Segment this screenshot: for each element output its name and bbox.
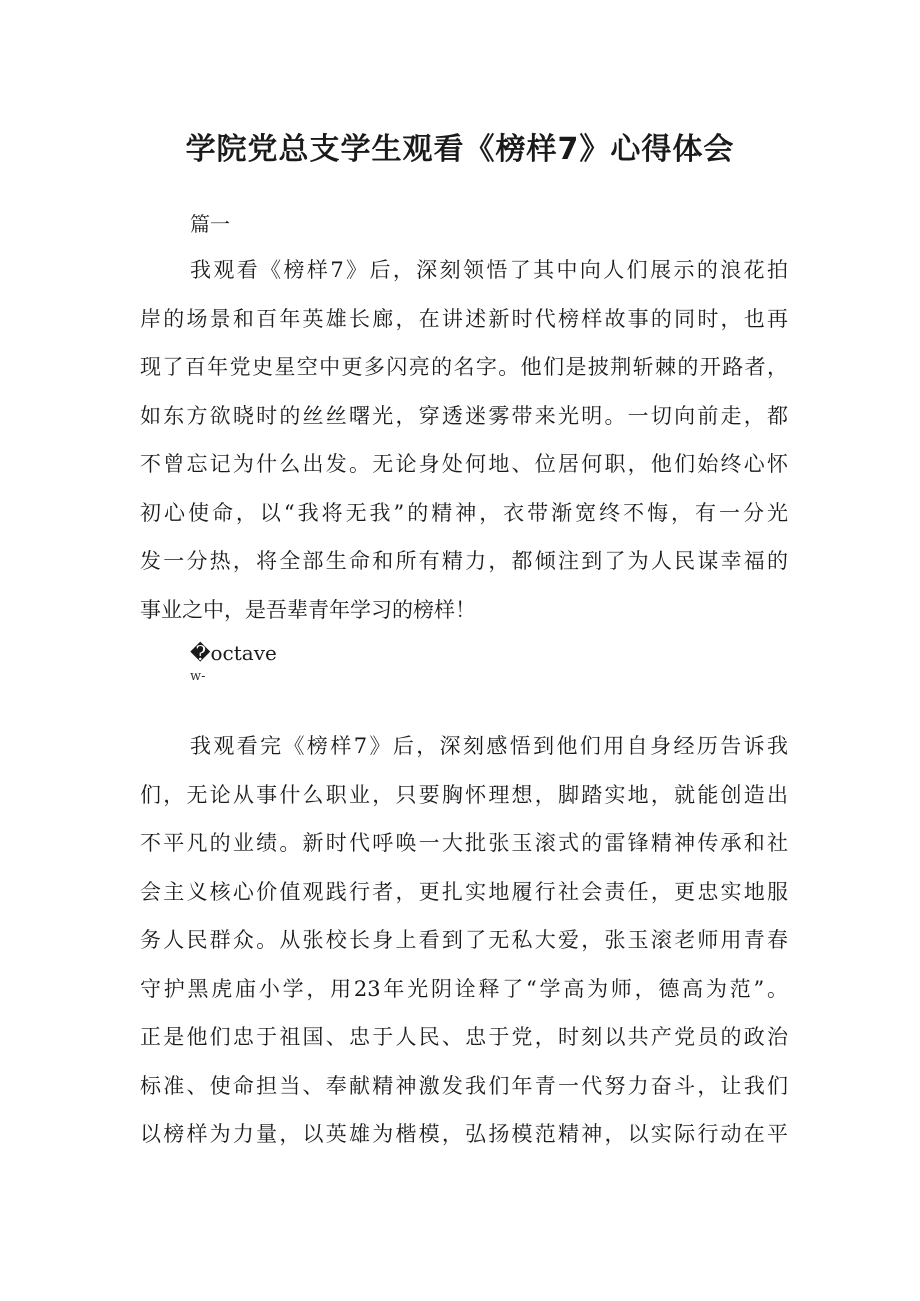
section-label-2: �octave	[190, 641, 277, 665]
paragraph-line: 不平凡的业绩。新时代呼唤一大批张玉滚式的雷锋精神传承和社	[140, 831, 788, 855]
paragraph-line: 如东方欲晓时的丝丝曙光，穿透迷雾带来光明。一切向前走，都	[140, 403, 788, 428]
paragraph-line: 标准、使命担当、奉献精神激发我们年青一代努力奋斗，让我们	[140, 1073, 788, 1098]
document-title: 学院党总支学生观看《榜样7》心得体会	[185, 132, 735, 167]
paragraph-2	[140, 722, 788, 1159]
paragraph-line: 以榜样为力量，以英雄为楷模，弘扬模范精神，以实际行动在平	[140, 1122, 788, 1146]
paragraph-line: 我观看完《榜样7》后，深刻感悟到他们用自身经历告诉我	[190, 734, 788, 758]
paragraph-line: 我观看《榜样7》后，深刻领悟了其中向人们展示的浪花拍	[190, 258, 788, 282]
section-label-1: 篇一	[190, 212, 230, 236]
paragraph-line: 岸的场景和百年英雄长廊，在讲述新时代榜样故事的同时，也再	[140, 306, 788, 331]
section-mark-2: w-	[190, 669, 206, 684]
paragraph-1	[140, 246, 788, 634]
paragraph-line: 们，无论从事什么职业，只要胸怀理想，脚踏实地，就能创造出	[140, 782, 788, 807]
paragraph-line: 会主义核心价值观践行者，更扎实地履行社会责任，更忠实地服	[140, 879, 788, 904]
paragraph-line: 不曾忘记为什么出发。无论身处何地、位居何职，他们始终心怀	[140, 452, 788, 476]
paragraph-line: 守护黑虎庙小学，用23年光阴诠释了“学高为师，德高为范”。	[140, 976, 788, 1001]
paragraph-line: 事业之中，是吾辈青年学习的榜样！	[140, 597, 476, 622]
paragraph-line: 务人民群众。从张校长身上看到了无私大爱，张玉滚老师用青春	[140, 928, 788, 952]
paragraph-line: 现了百年党史星空中更多闪亮的名字。他们是披荆斩棘的开路者，	[140, 355, 788, 379]
paragraph-line: 正是他们忠于祖国、忠于人民、忠于党，时刻以共产党员的政治	[140, 1025, 788, 1049]
paragraph-line: 初心使命，以“我将无我”的精神，衣带渐宽终不悔，有一分光	[140, 500, 788, 525]
paragraph-line: 发一分热，将全部生命和所有精力，都倾注到了为人民谋幸福的	[140, 549, 788, 573]
